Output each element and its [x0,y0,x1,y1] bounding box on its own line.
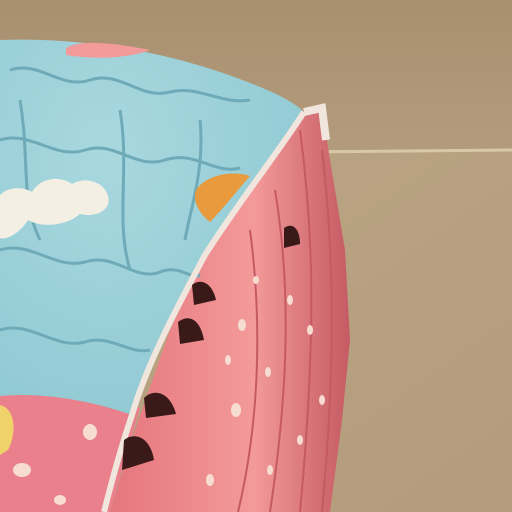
floor-baseboard-line [300,150,512,152]
